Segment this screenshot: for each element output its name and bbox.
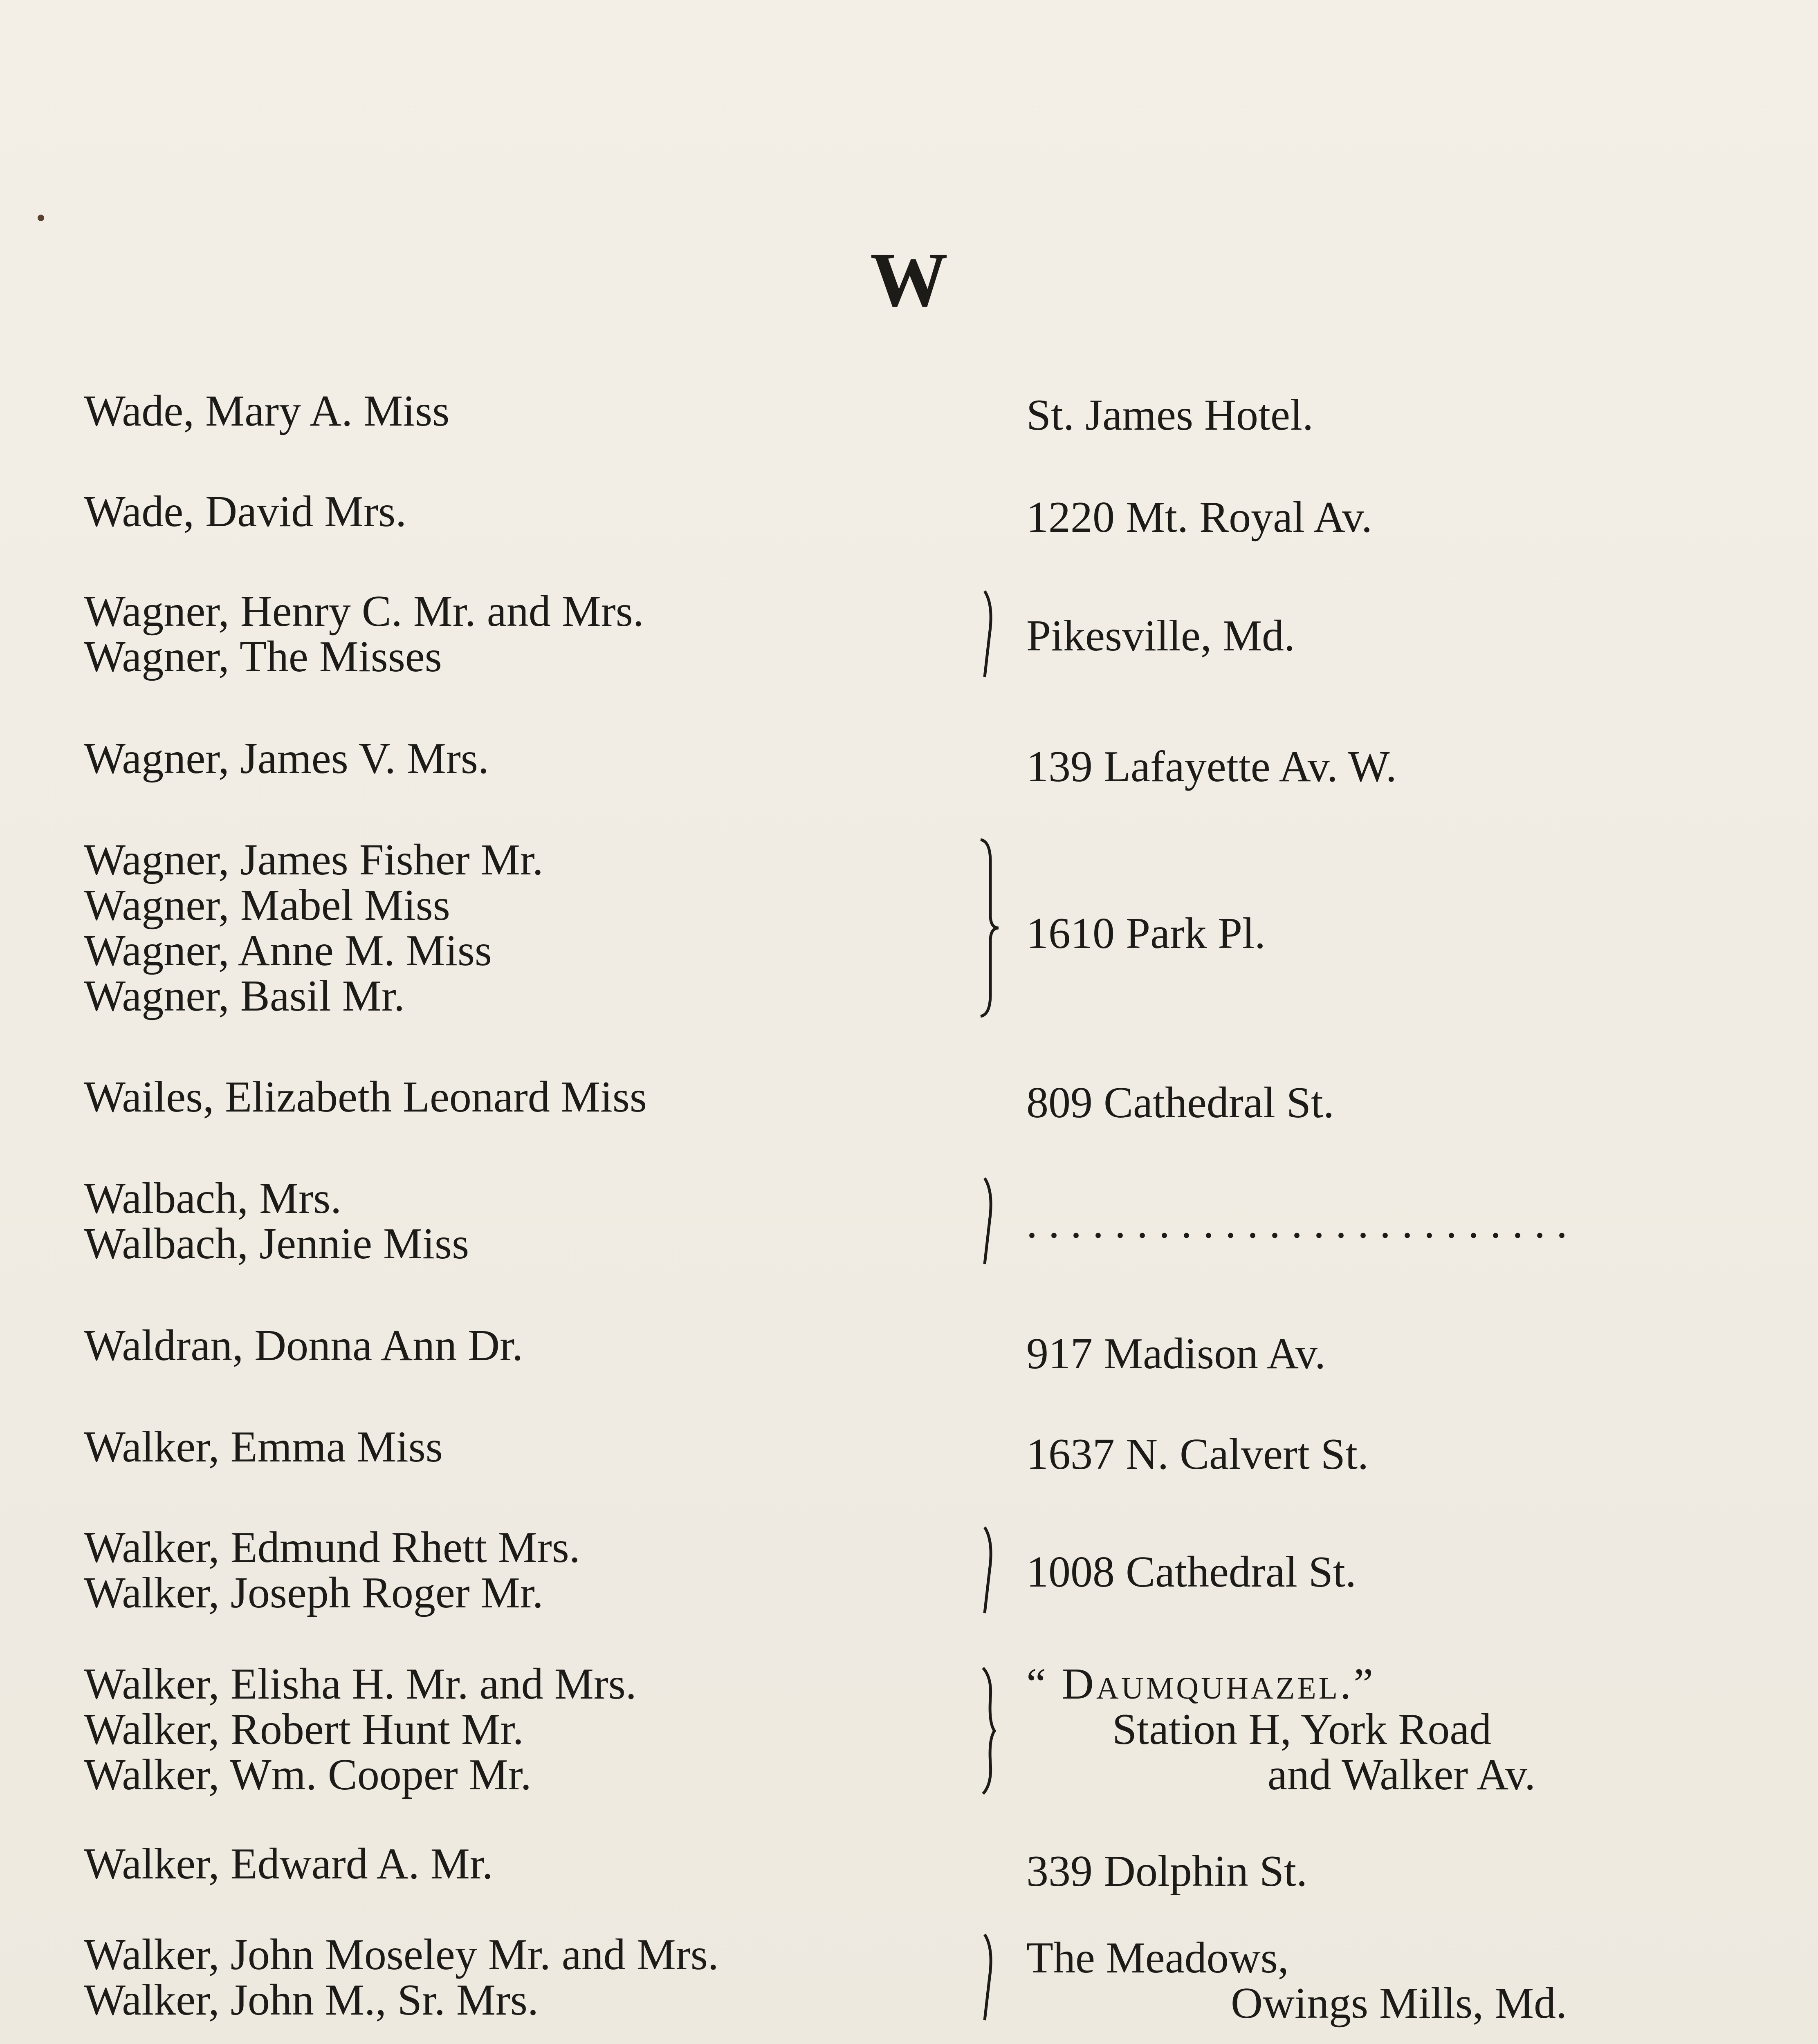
entry-names — [84, 1176, 963, 1266]
address-line: 1008 Cathedral St. — [1026, 1548, 1356, 1596]
section-letter-heading: W — [870, 237, 948, 323]
ink-speck — [38, 215, 44, 221]
entry-address — [1026, 744, 1787, 789]
entry-names — [84, 1424, 963, 1470]
entry-names — [84, 1525, 963, 1616]
address-line: St. James Hotel. — [1026, 391, 1313, 439]
resident-name: Wagner, Henry C. Mr. and Mrs. — [84, 587, 644, 636]
entry-names — [84, 1932, 963, 2023]
grouping-brace — [977, 1525, 1002, 1616]
resident-name: Wagner, Basil Mr. — [84, 972, 405, 1020]
entry-address — [1026, 1661, 1787, 1797]
grouping-brace — [977, 589, 1002, 679]
resident-name: Wagner, James V. Mrs. — [84, 734, 489, 783]
address-line: 139 Lafayette Av. W. — [1026, 742, 1397, 791]
grouping-brace — [977, 1176, 1002, 1266]
entry-address — [1026, 911, 1787, 956]
address-line: The Meadows, — [1026, 1934, 1289, 1982]
entry-names — [84, 1074, 963, 1120]
resident-name: Walbach, Mrs. — [84, 1174, 342, 1223]
resident-name: Waldran, Donna Ann Dr. — [84, 1321, 523, 1370]
resident-name: Walker, Joseph Roger Mr. — [84, 1569, 543, 1617]
address-line: Station H, York Road — [1112, 1705, 1492, 1754]
address-line: 917 Madison Av. — [1026, 1329, 1326, 1378]
entry-address — [1026, 495, 1787, 540]
address-line: 809 Cathedral St. — [1026, 1078, 1334, 1127]
resident-name: Walbach, Jennie Miss — [84, 1219, 469, 1268]
address-line: 1610 Park Pl. — [1026, 909, 1266, 958]
resident-name: Wagner, The Misses — [84, 632, 442, 681]
grouping-brace — [977, 1665, 1002, 1796]
resident-name: Walker, Edward A. Mr. — [84, 1840, 493, 1888]
address-line: Owings Mills, Md. — [1231, 1979, 1567, 2028]
entry-names — [84, 1841, 963, 1887]
estate-name: “ Daumquhazel.” — [1026, 1660, 1376, 1708]
entry-names — [84, 589, 963, 679]
entry-address — [1026, 613, 1787, 659]
address-line: 1637 N. Calvert St. — [1026, 1430, 1369, 1479]
entry-names — [84, 1323, 963, 1368]
address-placeholder-dots: . . . . . . . . . . . . . . . . . . . . . . . . . — [1026, 1199, 1567, 1247]
entry-names — [84, 489, 963, 534]
resident-name: Wagner, Anne M. Miss — [84, 926, 492, 975]
resident-name: Wade, Mary A. Miss — [84, 387, 450, 435]
entry-names — [84, 388, 963, 434]
resident-name: Walker, Wm. Cooper Mr. — [84, 1750, 532, 1799]
resident-name: Walker, John M., Sr. Mrs. — [84, 1976, 539, 2024]
entry-address — [1026, 1200, 1787, 1246]
resident-name: Walker, Robert Hunt Mr. — [84, 1705, 524, 1754]
resident-name: Wailes, Elizabeth Leonard Miss — [84, 1073, 647, 1121]
entry-address — [1026, 1849, 1787, 1894]
entry-names — [84, 837, 963, 1019]
resident-name: Walker, Edmund Rhett Mrs. — [84, 1523, 580, 1572]
entry-address — [1026, 1935, 1787, 2026]
entry-address — [1026, 392, 1787, 438]
address-line: 1220 Mt. Royal Av. — [1026, 493, 1373, 542]
address-line: 339 Dolphin St. — [1026, 1847, 1308, 1896]
resident-name: Wagner, Mabel Miss — [84, 881, 450, 930]
entry-address — [1026, 1080, 1787, 1125]
resident-name: Walker, Elisha H. Mr. and Mrs. — [84, 1660, 637, 1708]
entry-names — [84, 736, 963, 781]
resident-name: Wagner, James Fisher Mr. — [84, 836, 543, 884]
entry-names — [84, 1661, 963, 1797]
entry-address — [1026, 1432, 1787, 1477]
address-line: and Walker Av. — [1268, 1750, 1536, 1799]
entry-address — [1026, 1549, 1787, 1595]
grouping-brace — [977, 1932, 1002, 2023]
resident-name: Walker, John Moseley Mr. and Mrs. — [84, 1930, 719, 1979]
grouping-brace — [977, 837, 1002, 1019]
address-line: Pikesville, Md. — [1026, 612, 1295, 660]
entry-address — [1026, 1331, 1787, 1376]
resident-name: Wade, David Mrs. — [84, 487, 407, 536]
resident-name: Walker, Emma Miss — [84, 1423, 443, 1471]
